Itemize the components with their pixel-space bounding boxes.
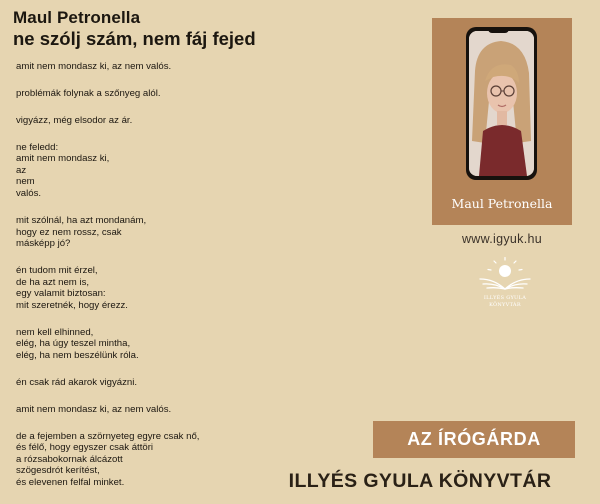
logo-text-line2: KÖNYVTÁR xyxy=(489,302,521,308)
stanza xyxy=(16,61,316,73)
library-name: ILLYÉS GYULA KÖNYVTÁR xyxy=(288,470,552,492)
author-card xyxy=(432,18,572,225)
poem-line: és elevenen felfal minket. xyxy=(16,476,125,488)
book-sun-icon xyxy=(474,257,536,293)
stanza xyxy=(16,377,316,389)
poem-line: én tudom mit érzel, xyxy=(16,265,98,277)
poem-line: valós. xyxy=(16,188,42,200)
stanza xyxy=(16,88,316,100)
poem-line: én csak rád akarok vigyázni. xyxy=(16,376,138,388)
stanza xyxy=(16,327,316,362)
logo-text-line1: ILLYÉS GYULA xyxy=(483,295,527,301)
poem-line: amit nem mondasz ki, xyxy=(16,153,110,165)
poem-line: és félő, hogy egyszer csak áttöri xyxy=(16,442,154,454)
poem-line: de a fejemben a szörnyeteg egyre csak nő, xyxy=(16,430,200,442)
phone-notch xyxy=(488,27,509,33)
stanza xyxy=(16,215,316,250)
poem-line: a rózsabokornak álcázott xyxy=(16,453,123,465)
poem-line: elég, ha nem beszélünk róla. xyxy=(16,349,139,361)
poem-line: nem kell elhinned, xyxy=(16,326,94,338)
card-author-name: Maul Petronella xyxy=(451,196,553,211)
banner-label: AZ ÍRÓGÁRDA xyxy=(373,421,575,458)
poem-title: ne szólj szám, nem fáj fejed xyxy=(13,28,256,49)
library-logo xyxy=(474,257,536,312)
stanza xyxy=(16,142,316,200)
poem-body xyxy=(16,61,316,504)
poem-line: de ha azt nem is, xyxy=(16,276,90,288)
website-link[interactable]: www.igyuk.hu xyxy=(461,232,543,246)
stanza xyxy=(16,404,316,416)
stanza xyxy=(16,115,316,127)
poem-line: ne feledd: xyxy=(16,141,59,153)
poem-line: szögesdrót kerítést, xyxy=(16,465,100,477)
poem-line: hogy ez nem rossz, csak xyxy=(16,226,122,238)
poem-line: mit szólnál, ha azt mondanám, xyxy=(16,214,147,226)
phone-frame xyxy=(466,27,537,180)
stanza xyxy=(16,265,316,311)
author-name: Maul Petronella xyxy=(13,8,141,27)
poem-line: problémák folynak a szőnyeg alól. xyxy=(16,87,161,99)
poem-line: egy valamit biztosan: xyxy=(16,288,106,300)
poem-line: vigyázz, még elsodor az ár. xyxy=(16,114,133,126)
author-photo xyxy=(469,31,534,176)
poem-line: amit nem mondasz ki, az nem valós. xyxy=(16,403,172,415)
poem-line: amit nem mondasz ki, az nem valós. xyxy=(16,61,172,72)
poem-line: az xyxy=(16,164,27,176)
poem-line: másképp jó? xyxy=(16,238,71,250)
portrait-illustration xyxy=(469,31,534,176)
poem-line: elég, ha úgy teszel mintha, xyxy=(16,338,131,350)
poem-line: nem xyxy=(16,176,35,188)
poem-line: mit szeretnék, hogy érezz. xyxy=(16,299,128,311)
